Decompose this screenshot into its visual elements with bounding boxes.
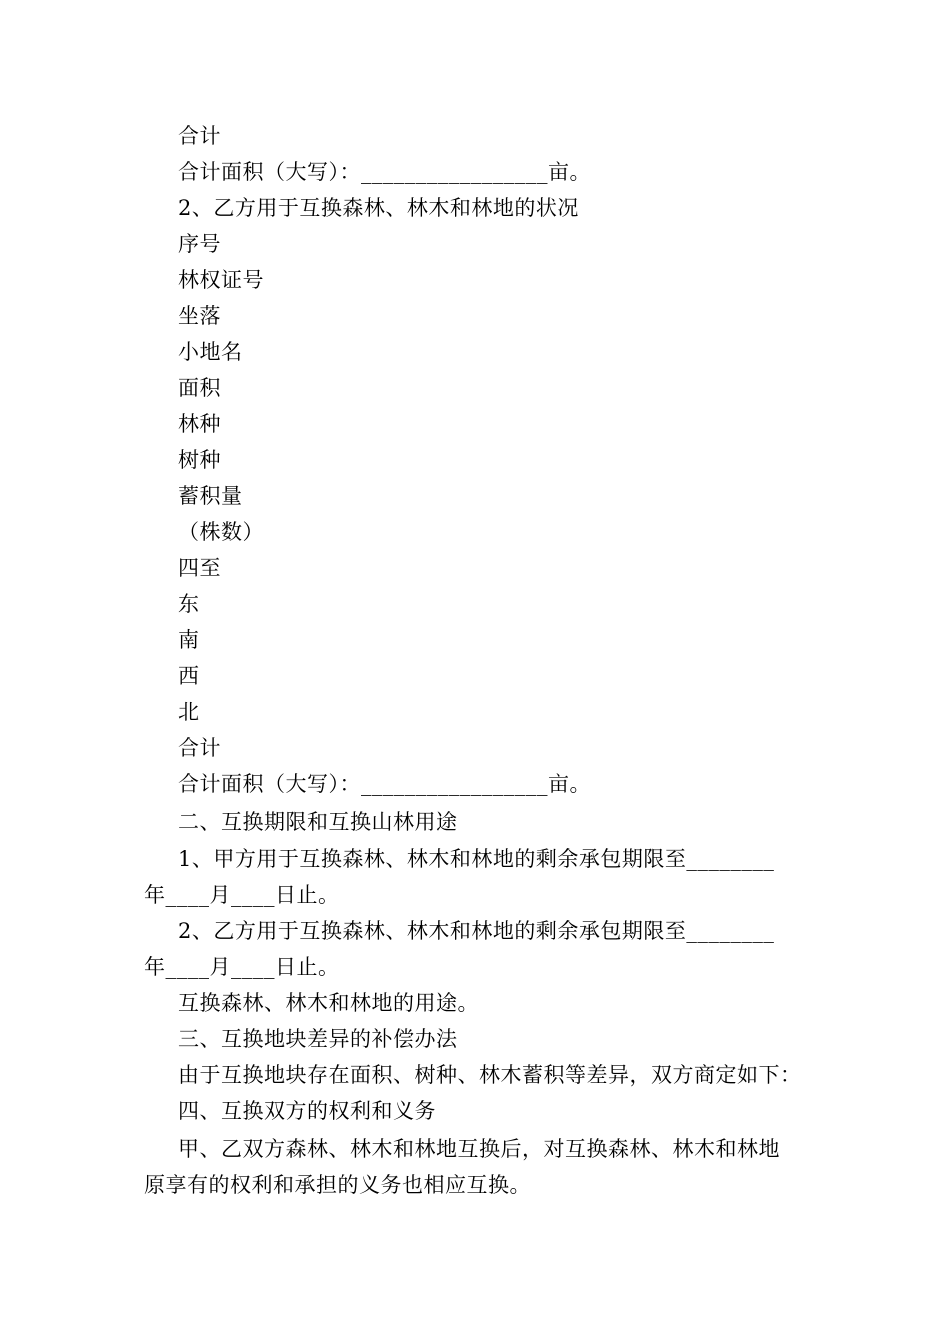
table-field-label: 北 [178,700,200,724]
table-field-label: 四至 [178,556,221,580]
table-field-label: 东 [178,592,200,616]
table-field-label: 坐落 [178,304,221,328]
table-field-label: 林种 [178,412,221,436]
table-field-label: 序号 [178,232,221,256]
table-field-label: 蓄积量 [178,484,243,508]
text-line: 1、甲方用于互换森林、林木和林地的剩余承包期限至________ [178,847,775,871]
section-heading: 三、互换地块差异的补偿办法 [178,1027,458,1051]
table-field-label: 面积 [178,376,221,400]
text-line: 年____月____日止。 [144,955,340,979]
text-line: 合计面积（大写）：_________________亩。 [178,772,591,796]
table-field-label: 林权证号 [178,268,264,292]
section-heading: 四、互换双方的权利和义务 [178,1099,436,1123]
text-line: 互换森林、林木和林地的用途。 [178,991,479,1015]
table-field-label: 树种 [178,448,221,472]
text-line: 原享有的权利和承担的义务也相应互换。 [144,1173,531,1197]
table-field-label: 南 [178,628,200,652]
text-line: 合计 [178,736,221,760]
text-line: 甲、乙双方森林、林木和林地互换后，对互换森林、林木和林地 [178,1137,780,1161]
section-heading: 2、乙方用于互换森林、林木和林地的状况 [178,196,579,220]
table-field-label: 小地名 [178,340,243,364]
section-heading: 二、互换期限和互换山林用途 [178,810,458,834]
table-field-label: 西 [178,664,200,688]
text-line: 合计面积（大写）：_________________亩。 [178,160,591,184]
text-line: 由于互换地块存在面积、树种、林木蓄积等差异，双方商定如下： [178,1063,802,1087]
text-line: 2、乙方用于互换森林、林木和林地的剩余承包期限至________ [178,919,775,943]
text-line: 年____月____日止。 [144,883,340,907]
table-field-label: （株数） [178,520,264,544]
text-line: 合计 [178,124,221,148]
